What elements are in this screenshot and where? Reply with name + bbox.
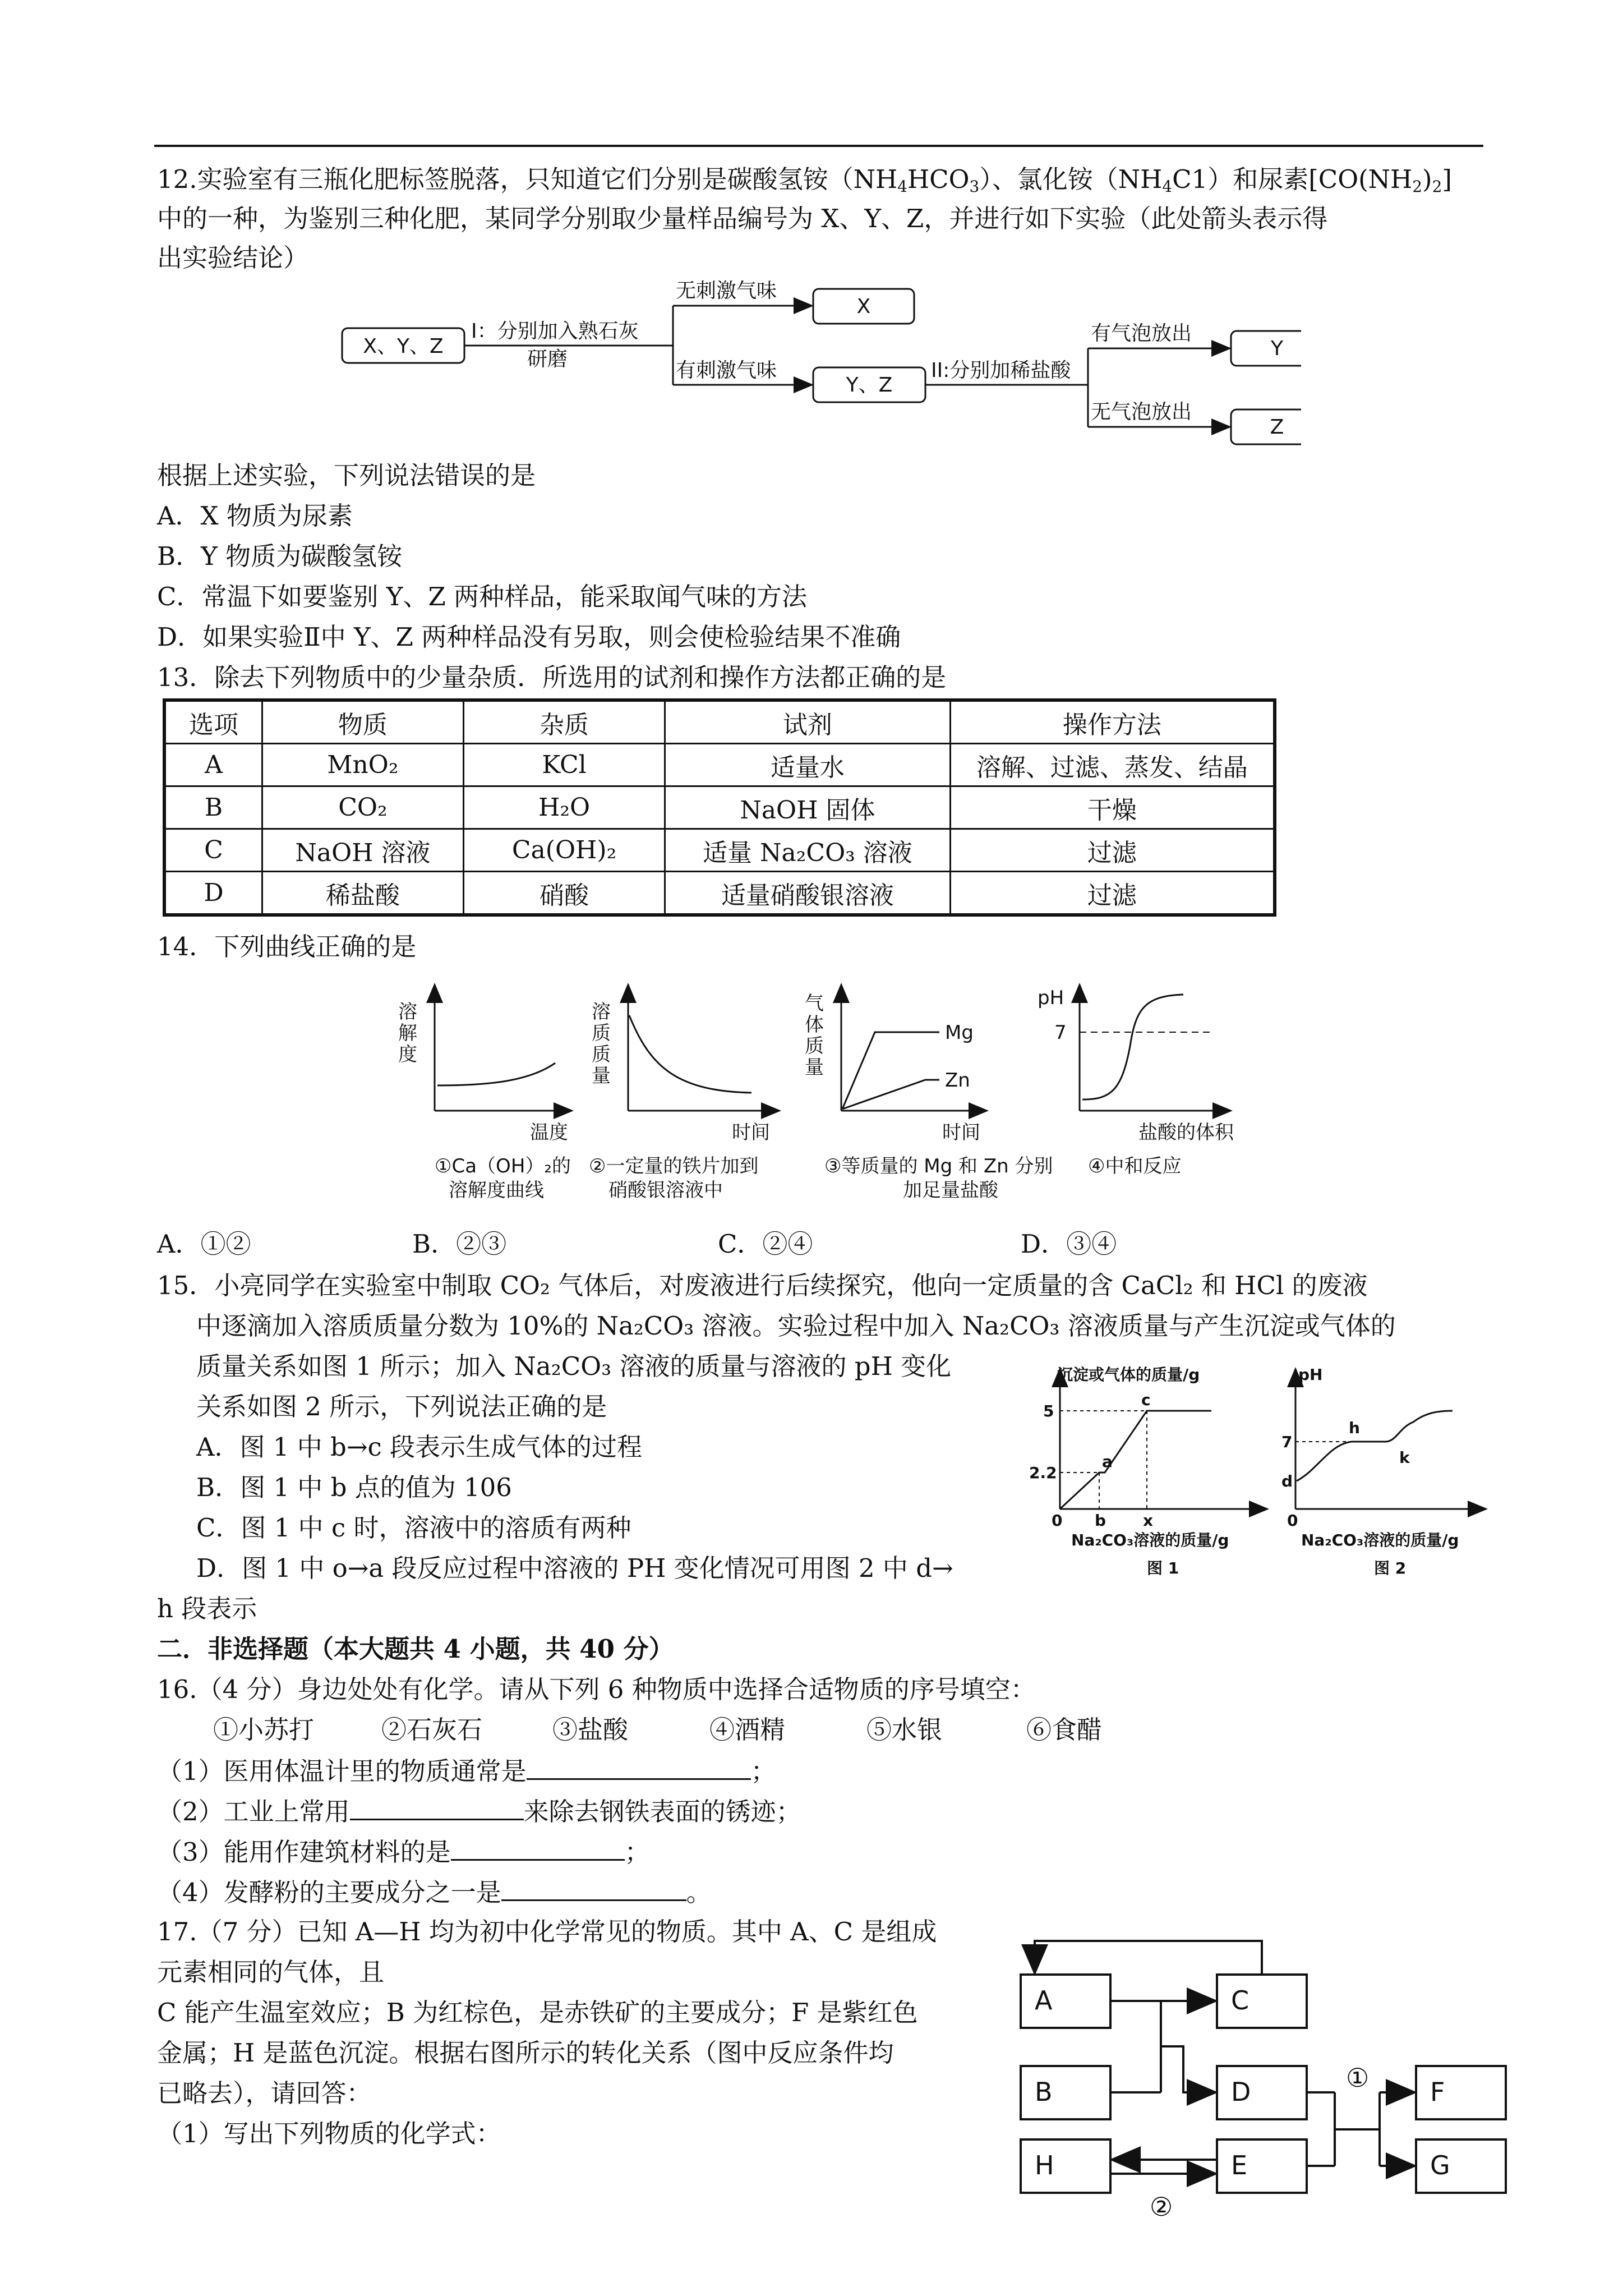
box-c-label: C xyxy=(1231,1985,1249,2016)
g3-ylabel: 体 xyxy=(805,1014,824,1036)
q12-flowchart xyxy=(336,275,1301,460)
table-cell: 适量 Na₂CO₃ 溶液 xyxy=(665,829,950,872)
g3-zn-label: Zn xyxy=(945,1069,970,1092)
q14-option-b: B．②③ xyxy=(412,1229,507,1259)
graph1-curve xyxy=(437,1063,555,1085)
section2-heading: 二．非选择题（本大题共 4 小题，共 40 分） xyxy=(157,1634,674,1664)
g2-ylabel: 量 xyxy=(592,1065,611,1087)
q16-p1: （1）医用体温计里的物质通常是 ； xyxy=(157,1754,776,1788)
table-cell: MnO₂ xyxy=(262,744,463,786)
table-cell: 过滤 xyxy=(950,829,1275,872)
q15-option-d: D．图 1 中 o→a 段反应过程中溶液的 PH 变化情况可用图 2 中 d→ xyxy=(196,1553,953,1583)
g2-caption: ②一定量的铁片加到 xyxy=(589,1155,759,1177)
table-cell: B xyxy=(164,786,262,829)
g3-ylabel: 气 xyxy=(805,992,824,1015)
flow-box-z: Z xyxy=(1270,416,1284,439)
table-cell: 适量硝酸银溶液 xyxy=(665,872,950,915)
q12-option-d: D．如果实验Ⅱ中 Y、Z 两种样品没有另取，则会使检验结果不准确 xyxy=(157,622,901,652)
q12-line1: 12.实验室有三瓶化肥标签脱落，只知道它们分别是碳酸氢铵$(NH_4HCO_3)$、氯化铵$(NH_4C1)$和尿素$[CO(NH_2)_2]$ xyxy=(157,164,1452,196)
q12-line2: 中的一种，为鉴别三种化肥，某同学分别取少量样品编号为 X、Y、Z，并进行如下实验（此处箭头表示得 xyxy=(157,204,1328,233)
fig2-k: k xyxy=(1399,1448,1410,1467)
fig1-tick-5: 5 xyxy=(1043,1402,1054,1420)
reaction-1-label: ① xyxy=(1346,2063,1370,2093)
q12-option-b: B．Y 物质为碳酸氢铵 xyxy=(157,541,403,571)
q14-graphs xyxy=(387,979,1295,1226)
table-cell: Ca(OH)₂ xyxy=(463,829,665,872)
flow-branch-top: 无刺激气味 xyxy=(676,279,777,302)
g1-caption: ①Ca（OH）₂的 xyxy=(435,1155,571,1177)
q14-option-d: D．③④ xyxy=(1021,1229,1117,1259)
q14-stem: 14．下列曲线正确的是 xyxy=(157,932,417,961)
q16-choice: ④酒精 xyxy=(709,1715,786,1745)
q15-line-last: h 段表示 xyxy=(157,1594,257,1623)
q17-line3: C 能产生温室效应；B 为红棕色，是赤铁矿的主要成分；F 是紫红色 xyxy=(157,1998,918,2027)
fig1-a: a xyxy=(1102,1452,1113,1471)
q15-option-c: C．图 1 中 c 时，溶液中的溶质有两种 xyxy=(196,1513,631,1543)
table-cell: 稀盐酸 xyxy=(262,872,463,915)
g1-ylabel: 溶 xyxy=(398,1001,417,1023)
q17-line5: 已略去），请回答： xyxy=(157,2078,372,2108)
q16-p4: （4）发酵粉的主要成分之一是 。 xyxy=(157,1875,712,1910)
answer-blank[interactable] xyxy=(350,1794,524,1820)
fig2-d: d xyxy=(1281,1472,1293,1490)
flow-step1-top: I：分别加入熟石灰 xyxy=(471,320,639,343)
flow-step1-bottom: 研磨 xyxy=(527,348,568,371)
g3-caption: ③等质量的 Mg 和 Zn 分别 xyxy=(824,1155,1053,1177)
table-cell: 溶解、过滤、蒸发、结晶 xyxy=(950,744,1275,786)
q15-line1: 15．小亮同学在实验室中制取 CO₂ 气体后，对废液进行后续探究，他向一定质量的含 CaCl₂ 和 HCl 的废液 xyxy=(157,1271,1368,1300)
box-a-label: A xyxy=(1035,1985,1053,2016)
table-cell: NaOH 溶液 xyxy=(262,829,463,872)
q17-diagram xyxy=(1009,1918,1537,2233)
answer-blank[interactable] xyxy=(451,1834,625,1861)
table-header-cell: 操作方法 xyxy=(950,700,1275,744)
box-e-label: E xyxy=(1231,2150,1248,2180)
g3-xlabel: 时间 xyxy=(942,1121,980,1144)
table-cell: D xyxy=(164,872,262,915)
q12-option-c: C．常温下如要鉴别 Y、Z 两种样品，能采取闻气味的方法 xyxy=(157,582,808,611)
q13-stem: 13．除去下列物质中的少量杂质．所选用的试剂和操作方法都正确的是 xyxy=(157,662,947,692)
table-header-cell: 物质 xyxy=(262,700,463,744)
flow-step2: II:分别加稀盐酸 xyxy=(931,359,1071,382)
g1-ylabel: 解 xyxy=(398,1022,417,1045)
box-g-label: G xyxy=(1430,2150,1450,2180)
q13-table xyxy=(163,698,1276,917)
table-header-row xyxy=(164,700,1275,744)
fig1-ylabel: 沉淀或气体的质量/g xyxy=(1057,1365,1200,1384)
q16-p2: （2）工业上常用 来除去钢铁表面的锈迹； xyxy=(157,1794,801,1829)
graph3-mg-line xyxy=(842,1032,939,1109)
table-cell: NaOH 固体 xyxy=(665,786,950,829)
graph2-curve xyxy=(629,1015,751,1093)
g4-xlabel: 盐酸的体积 xyxy=(1138,1121,1234,1144)
q12-line3: 出实验结论） xyxy=(157,243,309,273)
fig1-origin: 0 xyxy=(1052,1511,1063,1530)
q16-choice: ②石灰石 xyxy=(381,1715,483,1745)
graph3-zn-line xyxy=(842,1080,939,1109)
fig2-xlabel: Na₂CO₃溶液的质量/g xyxy=(1301,1531,1459,1549)
table-row xyxy=(164,786,1275,829)
g2-ylabel: 溶 xyxy=(592,1001,611,1023)
table-cell: KCl xyxy=(463,744,665,786)
fig2-h: h xyxy=(1349,1419,1360,1437)
g2-xlabel: 时间 xyxy=(732,1121,770,1144)
q15-line2: 中逐滴加入溶质质量分数为 10%的 Na₂CO₃ 溶液。实验过程中加入 Na₂CO₃ 溶液质量与产生沉淀或气体的 xyxy=(196,1311,1396,1341)
flow-start: X、Y、Z xyxy=(363,335,444,358)
q12-option-a: A．X 物质为尿素 xyxy=(157,501,353,531)
q16-choice: ⑤水银 xyxy=(866,1715,943,1745)
q16-stem: 16.（4 分）身边处处有化学。请从下列 6 种物质中选择合适物质的序号填空： xyxy=(157,1674,1036,1704)
table-row xyxy=(164,872,1275,915)
table-cell: CO₂ xyxy=(262,786,463,829)
flow-box-x: X xyxy=(856,295,871,318)
q15-line4: 关系如图 2 所示，下列说法正确的是 xyxy=(196,1392,607,1421)
table-row xyxy=(164,829,1275,872)
fig2-name: 图 2 xyxy=(1374,1559,1407,1577)
g4-caption: ④中和反应 xyxy=(1088,1155,1182,1177)
box-f-label: F xyxy=(1430,2077,1445,2107)
g1-caption: 溶解度曲线 xyxy=(449,1179,544,1202)
fig1-c: c xyxy=(1141,1391,1151,1409)
flow-branch-bottom: 有刺激气味 xyxy=(676,359,777,382)
q16-choice: ⑥食醋 xyxy=(1026,1715,1103,1745)
q14-option-a: A．①② xyxy=(157,1229,251,1259)
top-rule xyxy=(154,145,1483,147)
answer-blank[interactable] xyxy=(501,1875,686,1901)
q16-choice: ①小苏打 xyxy=(213,1715,315,1745)
fig2-origin: 0 xyxy=(1287,1511,1298,1530)
fig1-line xyxy=(1060,1411,1211,1509)
q15-option-b: B．图 1 中 b 点的值为 106 xyxy=(196,1473,512,1502)
table-header-cell: 杂质 xyxy=(463,700,665,744)
table-cell: 硝酸 xyxy=(463,872,665,915)
fig1-x: x xyxy=(1143,1511,1154,1530)
flow-branch2-top: 有气泡放出 xyxy=(1091,322,1192,345)
g3-caption: 加足量盐酸 xyxy=(903,1179,998,1202)
table-cell: C xyxy=(164,829,262,872)
q17-line1: 17.（7 分）已知 A—H 均为初中化学常见的物质。其中 A、C 是组成 xyxy=(157,1917,937,1947)
fig2-ylabel: pH xyxy=(1298,1365,1323,1384)
table-cell: 干燥 xyxy=(950,786,1275,829)
flow-box-yz: Y、Z xyxy=(846,374,893,397)
g2-caption: 硝酸银溶液中 xyxy=(608,1179,723,1202)
reaction-2-label: ② xyxy=(1150,2192,1173,2222)
fig1-b: b xyxy=(1095,1511,1106,1530)
g4-ylabel: pH xyxy=(1038,987,1064,1009)
box-h-label: H xyxy=(1035,2150,1054,2180)
graph4-curve xyxy=(1082,995,1183,1099)
table-row xyxy=(164,744,1275,786)
fig1-name: 图 1 xyxy=(1147,1559,1179,1577)
table-cell: 过滤 xyxy=(950,872,1275,915)
g3-mg-label: Mg xyxy=(945,1022,974,1044)
g1-xlabel: 温度 xyxy=(530,1121,568,1144)
table-cell: 适量水 xyxy=(665,744,950,786)
q15-option-a: A．图 1 中 b→c 段表示生成气体的过程 xyxy=(196,1432,643,1462)
q17-line2: 元素相同的气体，且 xyxy=(157,1957,385,1987)
g1-ylabel: 度 xyxy=(398,1043,417,1066)
table-cell: H₂O xyxy=(463,786,665,829)
fig2-tick-7: 7 xyxy=(1281,1433,1293,1451)
q15-line3: 质量关系如图 1 所示；加入 Na₂CO₃ 溶液的质量与溶液的 pH 变化 xyxy=(196,1351,952,1381)
fig1-tick-22: 2.2 xyxy=(1029,1464,1057,1482)
g3-ylabel: 质 xyxy=(805,1035,824,1057)
g2-ylabel: 质 xyxy=(592,1043,611,1066)
q14-option-c: C．②④ xyxy=(718,1229,813,1259)
q17-line4: 金属；H 是蓝色沉淀。根据右图所示的转化关系（图中反应条件均 xyxy=(157,2038,894,2068)
fig1-xlabel: Na₂CO₃溶液的质量/g xyxy=(1071,1531,1229,1549)
g2-ylabel: 质 xyxy=(592,1022,611,1045)
q17-line6: （1）写出下列物质的化学式： xyxy=(157,2119,501,2148)
table-header-cell: 选项 xyxy=(164,700,262,744)
table-header-cell: 试剂 xyxy=(665,700,950,744)
q15-figures xyxy=(1026,1358,1509,1593)
q16-choice: ③盐酸 xyxy=(552,1715,629,1745)
flow-branch2-bottom: 无气泡放出 xyxy=(1091,401,1192,424)
answer-blank[interactable] xyxy=(527,1754,751,1780)
box-b-label: B xyxy=(1035,2077,1053,2107)
q16-p3: （3）能用作建筑材料的是 ； xyxy=(157,1834,650,1869)
fig2-curve xyxy=(1297,1411,1453,1481)
box-d-label: D xyxy=(1231,2077,1251,2107)
g3-ylabel: 量 xyxy=(805,1056,824,1079)
q12-stem: 根据上述实验，下列说法错误的是 xyxy=(157,461,536,490)
flow-box-y: Y xyxy=(1271,337,1283,360)
g4-seven: 7 xyxy=(1054,1022,1067,1044)
table-cell: A xyxy=(164,744,262,786)
